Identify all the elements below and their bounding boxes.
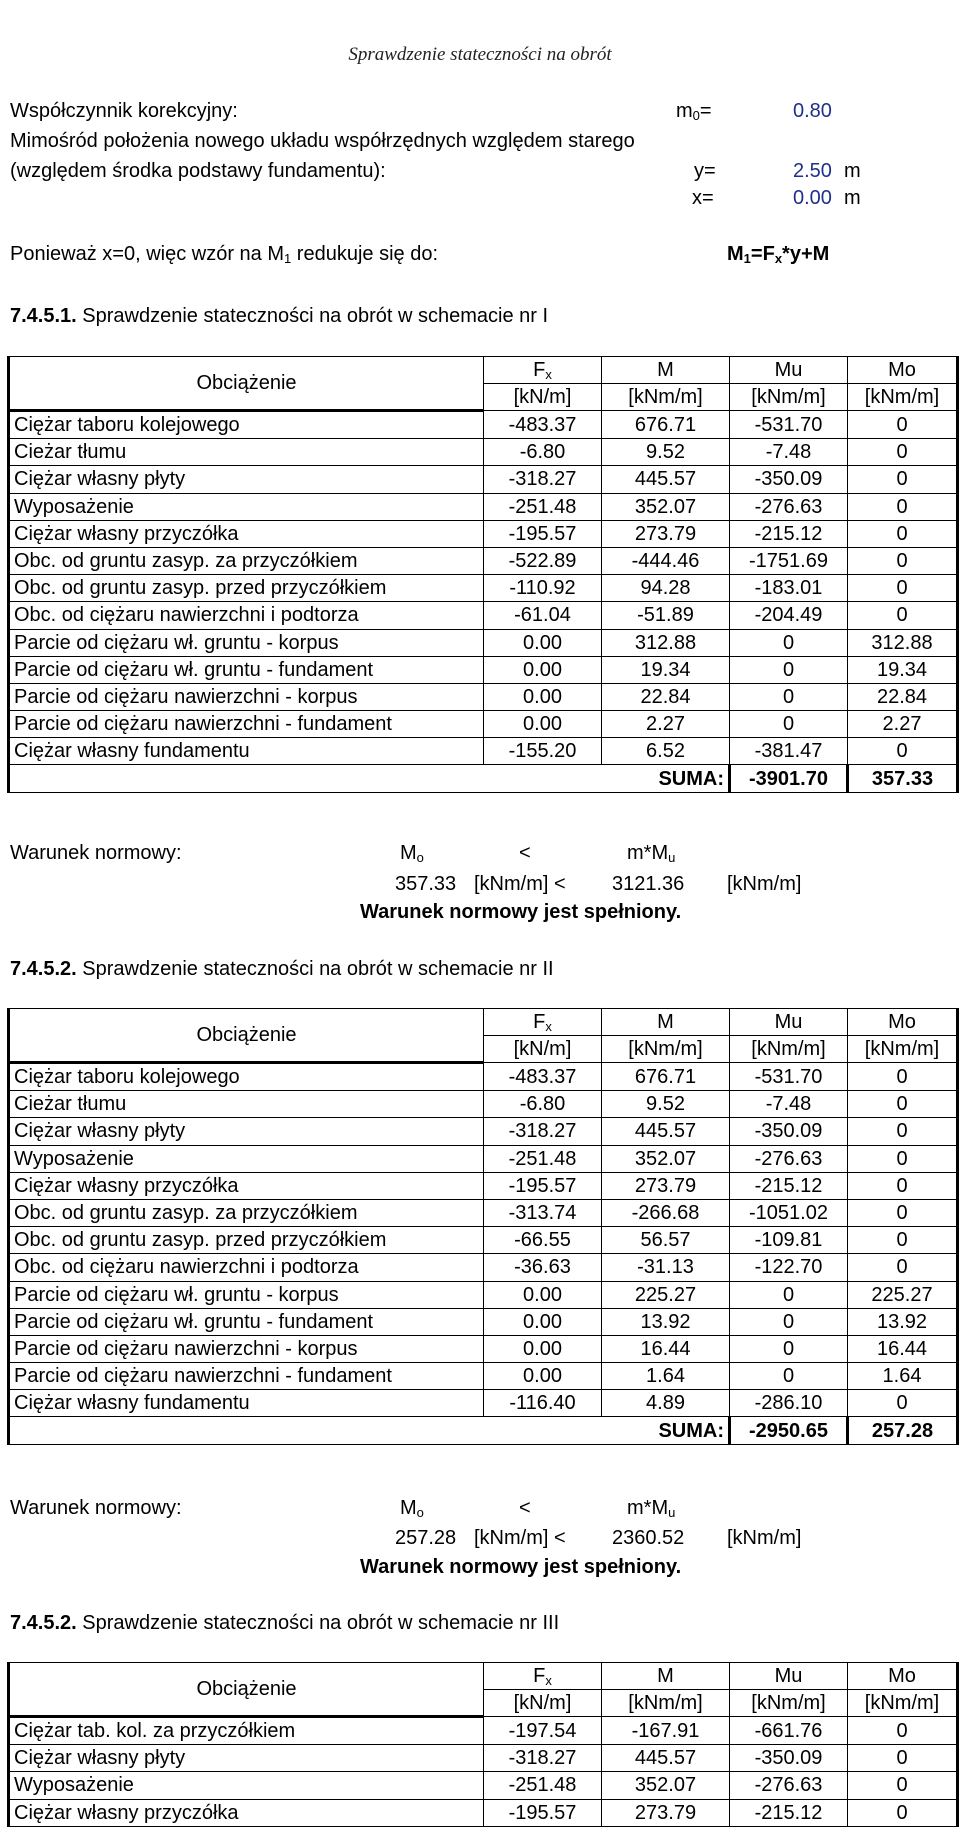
fx-value: -6.80 <box>484 1091 602 1118</box>
m-value: 22.84 <box>602 683 730 710</box>
mu-value: -350.09 <box>730 1745 848 1772</box>
column-header-mo: Mo <box>848 357 958 384</box>
load-name: Wyposażenie <box>9 1145 484 1172</box>
table-row <box>9 1145 958 1172</box>
mu-value: -276.63 <box>730 1772 848 1799</box>
m-value: 445.57 <box>602 1745 730 1772</box>
check-1-mmu-symbol: $m*M_u$ <box>627 842 676 865</box>
load-name: Ciężar taboru kolejowego <box>9 1063 484 1091</box>
table-schema-1 <box>7 356 959 793</box>
fx-value: -116.40 <box>484 1390 602 1417</box>
column-header-fx: $F_x$ <box>484 357 602 384</box>
table-row <box>9 439 958 466</box>
m-value: 94.28 <box>602 575 730 602</box>
column-header-m: M <box>602 357 730 384</box>
load-name: Ciężar własny płyty <box>9 1118 484 1145</box>
table-row <box>9 1390 958 1417</box>
mo-value: 0 <box>848 1118 958 1145</box>
y-unit: m <box>844 160 861 182</box>
m-value: 1.64 <box>602 1363 730 1390</box>
check-1-verdict: Warunek normowy jest spełniony. <box>360 901 682 923</box>
fx-value: 0.00 <box>484 1335 602 1362</box>
unit-fx: [kN/m] <box>484 1690 602 1717</box>
check-2-mo-symbol: $M_o$ <box>400 1497 424 1520</box>
check-1-unit-1: [kNm/m] < <box>474 873 566 895</box>
fx-value: 0.00 <box>484 711 602 738</box>
check-1-mo-symbol: $M_o$ <box>400 842 424 865</box>
table-row <box>9 466 958 493</box>
fx-value: -313.74 <box>484 1199 602 1226</box>
mu-value: -215.12 <box>730 1799 848 1826</box>
mo-value: 0 <box>848 520 958 547</box>
load-name: Obc. od gruntu zasyp. przed przyczółkiem <box>9 1227 484 1254</box>
fx-value: -66.55 <box>484 1227 602 1254</box>
table-row <box>9 1172 958 1199</box>
sum-mo: 257.28 <box>848 1417 958 1444</box>
sum-row <box>9 1417 958 1444</box>
mu-value: -122.70 <box>730 1254 848 1281</box>
reduction-note: Ponieważ x=0, więc wzór na $M_1$ redukuje się do: <box>10 243 439 266</box>
m-value: 16.44 <box>602 1335 730 1362</box>
table-row <box>9 1717 958 1745</box>
check-1-mo-value: 357.33 <box>395 873 457 895</box>
check-2-lt: < <box>519 1497 531 1519</box>
column-header-mo: Mo <box>848 1009 958 1036</box>
mu-value: -531.70 <box>730 411 848 439</box>
unit-fx: [kN/m] <box>484 384 602 411</box>
m-value: 6.52 <box>602 738 730 765</box>
fx-value: -195.57 <box>484 1799 602 1826</box>
load-name: Parcie od ciężaru wł. gruntu - korpus <box>9 1281 484 1308</box>
load-name: Ciężar taboru kolejowego <box>9 411 484 439</box>
table-row <box>9 1799 958 1826</box>
table-row <box>9 520 958 547</box>
mu-value: -7.48 <box>730 439 848 466</box>
m-value: 225.27 <box>602 1281 730 1308</box>
column-header-obciazenie: Obciążenie <box>9 1663 484 1717</box>
mo-value: 0 <box>848 575 958 602</box>
mu-value: -109.81 <box>730 1227 848 1254</box>
mo-value: 0 <box>848 1799 958 1826</box>
table-row <box>9 1118 958 1145</box>
mu-value: -531.70 <box>730 1063 848 1091</box>
mu-value: 0 <box>730 1363 848 1390</box>
mu-value: -661.76 <box>730 1717 848 1745</box>
load-name: Ciężar własny płyty <box>9 1745 484 1772</box>
check-1-lt: < <box>519 842 531 864</box>
load-name: Ciężar własny fundamentu <box>9 1390 484 1417</box>
table-row <box>9 711 958 738</box>
m-value: 9.52 <box>602 439 730 466</box>
mu-value: -215.12 <box>730 1172 848 1199</box>
table-row <box>9 1363 958 1390</box>
table-row <box>9 575 958 602</box>
table-row <box>9 1308 958 1335</box>
unit-mo: [kNm/m] <box>848 1690 958 1717</box>
mu-value: -215.12 <box>730 520 848 547</box>
mu-value: -1751.69 <box>730 547 848 574</box>
fx-value: -318.27 <box>484 466 602 493</box>
column-header-fx: $F_x$ <box>484 1009 602 1036</box>
load-name: Ciężar własny płyty <box>9 466 484 493</box>
m-value: 56.57 <box>602 1227 730 1254</box>
table-row <box>9 602 958 629</box>
m-value: 9.52 <box>602 1091 730 1118</box>
fx-value: -197.54 <box>484 1717 602 1745</box>
table-row <box>9 1335 958 1362</box>
sum-mo: 357.33 <box>848 765 958 792</box>
check-1-unit-2: [kNm/m] <box>727 873 802 895</box>
table-row <box>9 493 958 520</box>
unit-mu: [kNm/m] <box>730 384 848 411</box>
mo-value: 0 <box>848 1745 958 1772</box>
table-row <box>9 1772 958 1799</box>
m-value: 13.92 <box>602 1308 730 1335</box>
check-1-label: Warunek normowy: <box>10 842 182 864</box>
m-value: 2.27 <box>602 711 730 738</box>
unit-mo: [kNm/m] <box>848 384 958 411</box>
mo-value: 0 <box>848 1772 958 1799</box>
mu-value: -1051.02 <box>730 1199 848 1226</box>
column-header-mo: Mo <box>848 1663 958 1690</box>
mo-value: 0 <box>848 466 958 493</box>
fx-value: -483.37 <box>484 411 602 439</box>
section-1-heading: 7.4.5.1. Sprawdzenie stateczności na obrót w schemacie nr I <box>10 305 549 327</box>
mo-value: 0 <box>848 1717 958 1745</box>
load-name: Cieżar tłumu <box>9 1091 484 1118</box>
mo-value: 0 <box>848 1199 958 1226</box>
mo-value: 0 <box>848 1254 958 1281</box>
table-row <box>9 738 958 765</box>
column-header-obciazenie: Obciążenie <box>9 1009 484 1063</box>
mu-value: -350.09 <box>730 1118 848 1145</box>
table-row <box>9 1281 958 1308</box>
coefficient-label: Współczynnik korekcyjny: <box>10 100 238 122</box>
check-2-unit-1: [kNm/m] < <box>474 1527 566 1549</box>
m-value: -31.13 <box>602 1254 730 1281</box>
fx-value: -483.37 <box>484 1063 602 1091</box>
fx-value: 0.00 <box>484 1363 602 1390</box>
mu-value: 0 <box>730 711 848 738</box>
mu-value: -381.47 <box>730 738 848 765</box>
load-name: Wyposażenie <box>9 493 484 520</box>
mo-value: 312.88 <box>848 629 958 656</box>
check-2-mmu-symbol: $m*M_u$ <box>627 1497 676 1520</box>
mo-value: 1.64 <box>848 1363 958 1390</box>
fx-value: -251.48 <box>484 1772 602 1799</box>
y-value: 2.50 <box>793 160 832 182</box>
m-value: 273.79 <box>602 1172 730 1199</box>
mu-value: -286.10 <box>730 1390 848 1417</box>
unit-mo: [kNm/m] <box>848 1036 958 1063</box>
mu-value: -204.49 <box>730 602 848 629</box>
y-label: y= <box>694 160 716 182</box>
fx-value: -110.92 <box>484 575 602 602</box>
unit-mu: [kNm/m] <box>730 1036 848 1063</box>
load-name: Parcie od ciężaru nawierzchni - fundament <box>9 711 484 738</box>
column-header-obciazenie: Obciążenie <box>9 357 484 411</box>
load-name: Parcie od ciężaru wł. gruntu - fundament <box>9 656 484 683</box>
load-name: Obc. od gruntu zasyp. za przyczółkiem <box>9 547 484 574</box>
m-value: 273.79 <box>602 1799 730 1826</box>
load-name: Ciężar własny przyczółka <box>9 520 484 547</box>
mu-value: 0 <box>730 629 848 656</box>
unit-m: [kNm/m] <box>602 1036 730 1063</box>
load-name: Parcie od ciężaru nawierzchni - korpus <box>9 683 484 710</box>
m-value: 4.89 <box>602 1390 730 1417</box>
sum-mu: -2950.65 <box>730 1417 848 1444</box>
fx-value: -155.20 <box>484 738 602 765</box>
table-row <box>9 1091 958 1118</box>
mo-value: 0 <box>848 602 958 629</box>
mu-value: -350.09 <box>730 466 848 493</box>
m-value: 676.71 <box>602 411 730 439</box>
coefficient-symbol: $m_0=$ <box>676 100 712 123</box>
mo-value: 16.44 <box>848 1335 958 1362</box>
mo-value: 0 <box>848 1145 958 1172</box>
fx-value: 0.00 <box>484 656 602 683</box>
fx-value: -318.27 <box>484 1118 602 1145</box>
mo-value: 0 <box>848 493 958 520</box>
unit-m: [kNm/m] <box>602 384 730 411</box>
fx-value: 0.00 <box>484 1308 602 1335</box>
mu-value: 0 <box>730 1308 848 1335</box>
unit-m: [kNm/m] <box>602 1690 730 1717</box>
mu-value: -276.63 <box>730 1145 848 1172</box>
sum-mu: -3901.70 <box>730 765 848 792</box>
header-row <box>9 1009 958 1036</box>
mu-value: -183.01 <box>730 575 848 602</box>
table-row <box>9 1227 958 1254</box>
mo-value: 19.34 <box>848 656 958 683</box>
unit-mu: [kNm/m] <box>730 1690 848 1717</box>
mo-value: 0 <box>848 738 958 765</box>
mu-value: 0 <box>730 1335 848 1362</box>
mu-value: -276.63 <box>730 493 848 520</box>
mo-value: 0 <box>848 411 958 439</box>
mo-value: 0 <box>848 547 958 574</box>
fx-value: -36.63 <box>484 1254 602 1281</box>
m-value: 445.57 <box>602 466 730 493</box>
m-value: 352.07 <box>602 493 730 520</box>
header-row <box>9 357 958 384</box>
load-name: Parcie od ciężaru nawierzchni - korpus <box>9 1335 484 1362</box>
fx-value: 0.00 <box>484 629 602 656</box>
mo-value: 22.84 <box>848 683 958 710</box>
table-row <box>9 683 958 710</box>
load-name: Ciężar własny fundamentu <box>9 738 484 765</box>
m-value: 445.57 <box>602 1118 730 1145</box>
table-row <box>9 547 958 574</box>
table-row <box>9 629 958 656</box>
x-label: x= <box>692 187 714 209</box>
check-1-mmu-value: 3121.36 <box>612 873 685 895</box>
load-name: Obc. od ciężaru nawierzchni i podtorza <box>9 1254 484 1281</box>
fx-value: -522.89 <box>484 547 602 574</box>
m-value: -167.91 <box>602 1717 730 1745</box>
reduced-formula: $M_1=F_x*y+M$ <box>727 243 830 266</box>
load-name: Cieżar tłumu <box>9 439 484 466</box>
load-name: Obc. od gruntu zasyp. przed przyczółkiem <box>9 575 484 602</box>
mo-value: 0 <box>848 439 958 466</box>
table-row <box>9 1063 958 1091</box>
eccentricity-line-2: (względem środka podstawy fundamentu): <box>10 160 386 182</box>
m-value: 273.79 <box>602 520 730 547</box>
load-name: Obc. od gruntu zasyp. za przyczółkiem <box>9 1199 484 1226</box>
column-header-mu: Mu <box>730 357 848 384</box>
m-value: -444.46 <box>602 547 730 574</box>
fx-value: -318.27 <box>484 1745 602 1772</box>
m-value: 352.07 <box>602 1145 730 1172</box>
sum-label: SUMA: <box>9 765 730 792</box>
fx-value: -251.48 <box>484 493 602 520</box>
m-value: -51.89 <box>602 602 730 629</box>
section-2-heading: 7.4.5.2. Sprawdzenie stateczności na obrót w schemacie nr II <box>10 958 554 980</box>
load-name: Wyposażenie <box>9 1772 484 1799</box>
table-row <box>9 656 958 683</box>
column-header-mu: Mu <box>730 1663 848 1690</box>
mu-value: 0 <box>730 656 848 683</box>
load-name: Obc. od ciężaru nawierzchni i podtorza <box>9 602 484 629</box>
table-row <box>9 1254 958 1281</box>
load-name: Ciężar własny przyczółka <box>9 1172 484 1199</box>
mo-value: 0 <box>848 1172 958 1199</box>
mo-value: 13.92 <box>848 1308 958 1335</box>
mo-value: 0 <box>848 1390 958 1417</box>
check-2-unit-2: [kNm/m] <box>727 1527 802 1549</box>
fx-value: -61.04 <box>484 602 602 629</box>
eccentricity-line-1: Mimośród położenia nowego układu współrzędnych względem starego <box>10 130 635 152</box>
m-value: 676.71 <box>602 1063 730 1091</box>
load-name: Parcie od ciężaru wł. gruntu - fundament <box>9 1308 484 1335</box>
section-3-heading: 7.4.5.2. Sprawdzenie stateczności na obrót w schemacie nr III <box>10 1612 560 1634</box>
unit-fx: [kN/m] <box>484 1036 602 1063</box>
sum-label: SUMA: <box>9 1417 730 1444</box>
mo-value: 0 <box>848 1227 958 1254</box>
column-header-mu: Mu <box>730 1009 848 1036</box>
table-row <box>9 1199 958 1226</box>
mo-value: 0 <box>848 1063 958 1091</box>
load-name: Parcie od ciężaru wł. gruntu - korpus <box>9 629 484 656</box>
column-header-m: M <box>602 1663 730 1690</box>
mu-value: -7.48 <box>730 1091 848 1118</box>
m-value: 352.07 <box>602 1772 730 1799</box>
x-unit: m <box>844 187 861 209</box>
check-2-verdict: Warunek normowy jest spełniony. <box>360 1556 682 1578</box>
running-head: Sprawdzenie stateczności na obrót <box>348 44 612 65</box>
column-header-fx: $F_x$ <box>484 1663 602 1690</box>
load-name: Parcie od ciężaru nawierzchni - fundament <box>9 1363 484 1390</box>
fx-value: -251.48 <box>484 1145 602 1172</box>
header-row <box>9 1663 958 1690</box>
x-value: 0.00 <box>793 187 832 209</box>
mu-value: 0 <box>730 1281 848 1308</box>
fx-value: -195.57 <box>484 1172 602 1199</box>
column-header-m: M <box>602 1009 730 1036</box>
mo-value: 2.27 <box>848 711 958 738</box>
fx-value: 0.00 <box>484 683 602 710</box>
fx-value: -6.80 <box>484 439 602 466</box>
mu-value: 0 <box>730 683 848 710</box>
check-2-mo-value: 257.28 <box>395 1527 457 1549</box>
table-schema-3 <box>7 1662 959 1827</box>
fx-value: 0.00 <box>484 1281 602 1308</box>
mo-value: 0 <box>848 1091 958 1118</box>
table-schema-2 <box>7 1008 959 1445</box>
load-name: Ciężar własny przyczółka <box>9 1799 484 1826</box>
table-row <box>9 411 958 439</box>
fx-value: -195.57 <box>484 520 602 547</box>
m-value: -266.68 <box>602 1199 730 1226</box>
m-value: 312.88 <box>602 629 730 656</box>
coefficient-value: 0.80 <box>793 100 832 122</box>
mo-value: 225.27 <box>848 1281 958 1308</box>
table-row <box>9 1745 958 1772</box>
load-name: Ciężar tab. kol. za przyczółkiem <box>9 1717 484 1745</box>
check-2-label: Warunek normowy: <box>10 1497 182 1519</box>
sum-row <box>9 765 958 792</box>
m-value: 19.34 <box>602 656 730 683</box>
check-2-mmu-value: 2360.52 <box>612 1527 685 1549</box>
